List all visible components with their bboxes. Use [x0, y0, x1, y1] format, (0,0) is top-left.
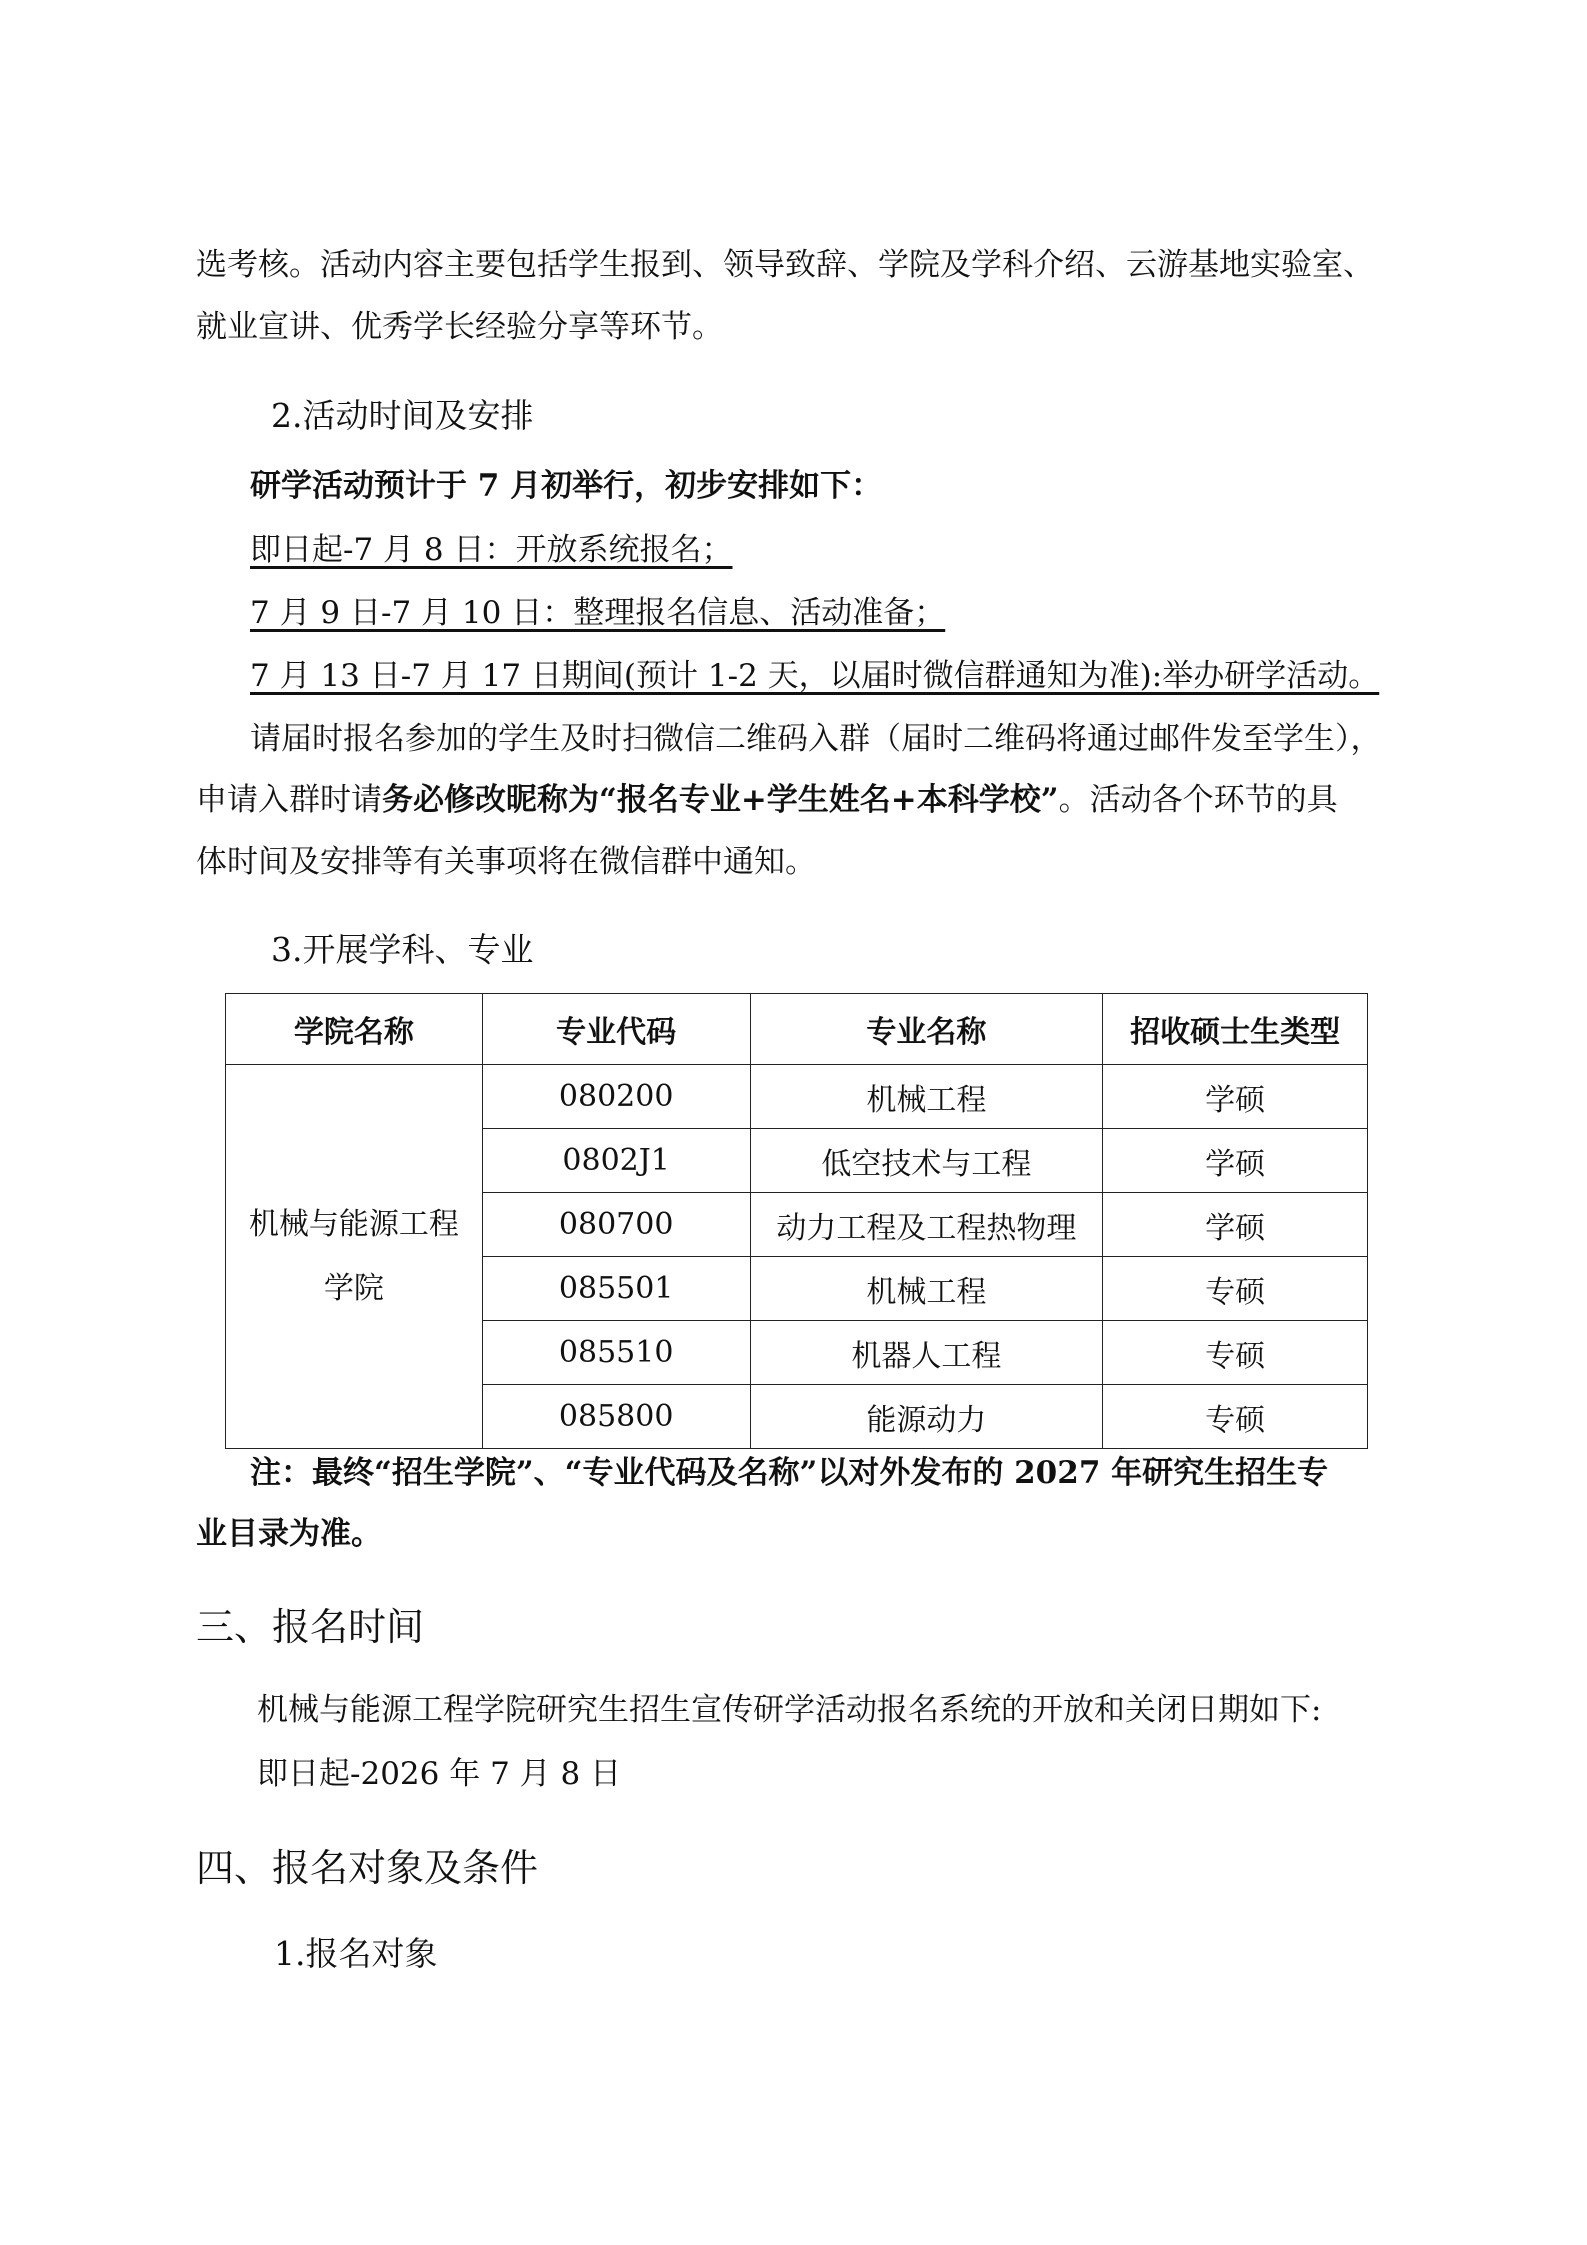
- degree-type: 学硕: [1103, 1129, 1368, 1193]
- continuation-line-1: 选考核。活动内容主要包括学生报到、领导致辞、学院及学科介绍、云游基地实验室、: [196, 247, 1374, 283]
- schedule-item-3: 7 月 13 日-7 月 17 日期间(预计 1-2 天，以届时微信群通知为准):举办研学活动。: [250, 658, 1380, 694]
- wechat-paragraph-line-3: 体时间及安排等有关事项将在微信群中通知。: [196, 844, 816, 880]
- header-name: 专业名称: [750, 994, 1103, 1065]
- wechat-paragraph-line-1: 请届时报名参加的学生及时扫微信二维码入群（届时二维码将通过邮件发至学生），: [250, 721, 1382, 757]
- major-code: 085501: [482, 1257, 750, 1321]
- table-row: [226, 1065, 1368, 1129]
- major-code: 085510: [482, 1321, 750, 1385]
- schedule-item-1: 即日起-7 月 8 日：开放系统报名；: [250, 532, 733, 568]
- major-name: 能源动力: [750, 1385, 1103, 1449]
- header-college: 学院名称: [226, 994, 483, 1065]
- note-line-1: 注：最终“招生学院”、“专业代码及名称”以对外发布的 2027 年研究生招生专: [250, 1455, 1329, 1491]
- degree-type: 专硕: [1103, 1321, 1368, 1385]
- schedule-item-2: 7 月 9 日-7 月 10 日：整理报名信息、活动准备；: [250, 595, 946, 631]
- major-name: 动力工程及工程热物理: [750, 1193, 1103, 1257]
- degree-type: 学硕: [1103, 1193, 1368, 1257]
- schedule-intro: 研学活动预计于 7 月初举行，初步安排如下：: [250, 468, 883, 504]
- nickname-requirement: 务必修改昵称为“报名专业+学生姓名+本科学校”: [382, 782, 1059, 818]
- wechat-paragraph-line-2: 申请入群时请务必修改昵称为“报名专业+学生姓名+本科学校”。活动各个环节的具: [196, 782, 1338, 818]
- majors-table: [225, 993, 1368, 1449]
- major-code: 080200: [482, 1065, 750, 1129]
- note-line-2: 业目录为准。: [196, 1516, 382, 1552]
- eligibility-heading: 四、报名对象及条件: [196, 1846, 539, 1890]
- continuation-line-2: 就业宣讲、优秀学长经验分享等环节。: [196, 309, 723, 345]
- registration-time-line-2: 即日起-2026 年 7 月 8 日: [257, 1756, 622, 1792]
- majors-heading: 3.开展学科、专业: [271, 930, 534, 969]
- header-code: 专业代码: [482, 994, 750, 1065]
- major-name: 机械工程: [750, 1065, 1103, 1129]
- degree-type: 专硕: [1103, 1385, 1368, 1449]
- major-name: 机器人工程: [750, 1321, 1103, 1385]
- applicants-subheading: 1.报名对象: [274, 1934, 438, 1973]
- major-name: 机械工程: [750, 1257, 1103, 1321]
- major-name: 低空技术与工程: [750, 1129, 1103, 1193]
- college-cell: 机械与能源工程 学院: [226, 1065, 483, 1449]
- activity-time-heading: 2.活动时间及安排: [271, 396, 534, 435]
- degree-type: 学硕: [1103, 1065, 1368, 1129]
- table-header-row: [226, 994, 1368, 1065]
- registration-time-line-1: 机械与能源工程学院研究生招生宣传研学活动报名系统的开放和关闭日期如下:: [257, 1692, 1322, 1728]
- major-code: 080700: [482, 1193, 750, 1257]
- registration-time-heading: 三、报名时间: [196, 1605, 425, 1649]
- major-code: 085800: [482, 1385, 750, 1449]
- major-code: 0802J1: [482, 1129, 750, 1193]
- header-type: 招收硕士生类型: [1103, 994, 1368, 1065]
- degree-type: 专硕: [1103, 1257, 1368, 1321]
